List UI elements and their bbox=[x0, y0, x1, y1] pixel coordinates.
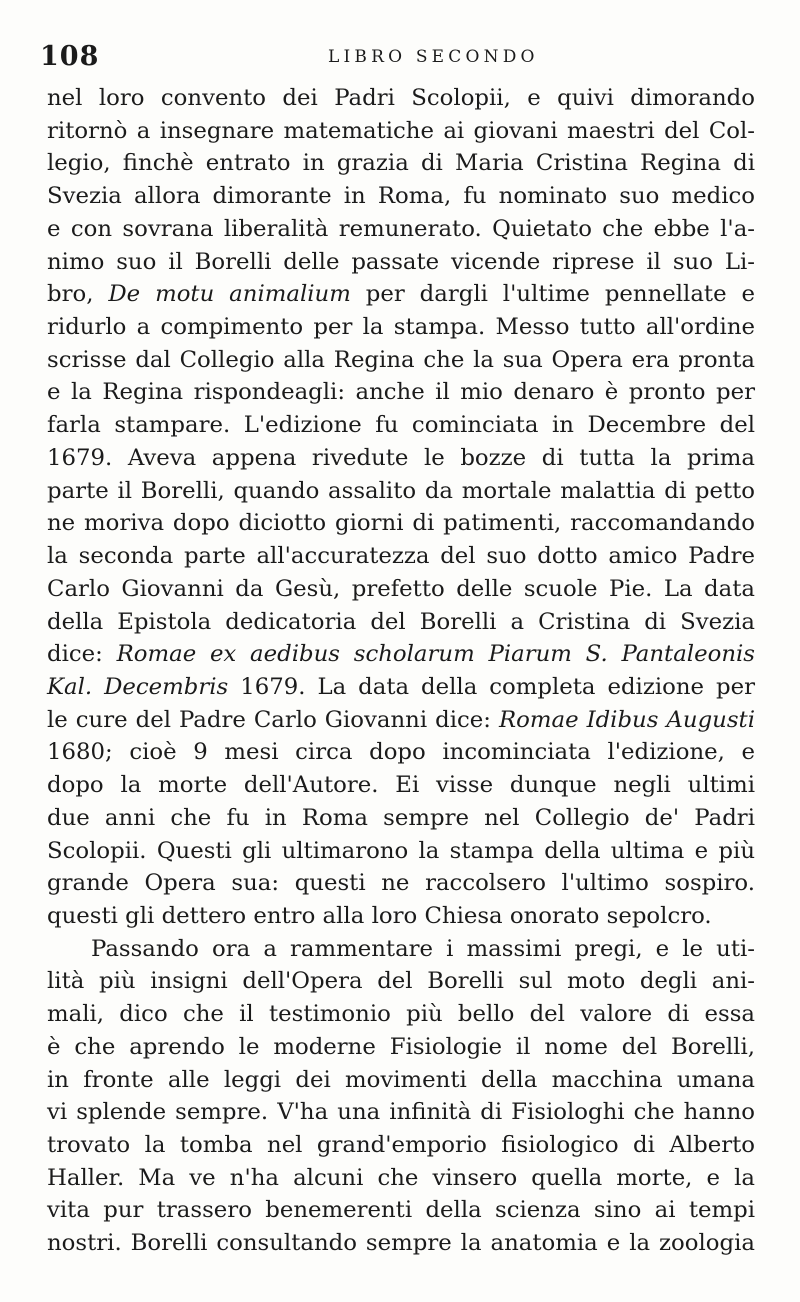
text-segment: lità più insigni dell'Opera del Borelli sul moto degli ani- bbox=[47, 968, 755, 995]
text-line bbox=[47, 507, 755, 540]
text-line bbox=[47, 867, 755, 900]
text-line bbox=[47, 246, 755, 279]
text-line bbox=[47, 573, 755, 606]
italic-text: Kal. Decembris bbox=[47, 673, 229, 700]
text-segment: Haller. Ma ve n'ha alcuni che vinsero quella morte, e la bbox=[47, 1164, 755, 1191]
text-segment: mali, dico che il testimonio più bello del valore di essa bbox=[47, 1001, 755, 1028]
text-segment: scrisse dal Collegio alla Regina che la sua Opera era pronta bbox=[47, 346, 755, 373]
text-segment: della Epistola dedicatoria del Borelli a Cristina di Svezia bbox=[47, 608, 755, 635]
text-line bbox=[47, 1194, 755, 1227]
text-segment: dopo la morte dell'Autore. Ei visse dunque negli ultimi bbox=[47, 772, 755, 799]
italic-text: De motu animalium bbox=[108, 281, 351, 308]
text-segment: e con sovrana liberalità remunerato. Quietato che ebbe l'a- bbox=[47, 215, 755, 242]
text-segment: è che aprendo le moderne Fisiologie il nome del Borelli, bbox=[47, 1033, 755, 1060]
text-line bbox=[47, 704, 755, 737]
text-segment: ritornò a insegnare matematiche ai giovani maestri del Col- bbox=[47, 117, 755, 144]
text-line bbox=[47, 115, 755, 148]
text-segment: ne moriva dopo diciotto giorni di patimenti, raccomandando bbox=[47, 510, 755, 537]
text-line bbox=[47, 147, 755, 180]
text-segment: nimo suo il Borelli delle passate vicende riprese il suo Li- bbox=[47, 248, 755, 275]
text-line bbox=[47, 376, 755, 409]
text-line bbox=[47, 1031, 755, 1064]
text-segment: ridurlo a compimento per la stampa. Messo tutto all'ordine bbox=[47, 314, 755, 341]
text-segment: la seconda parte all'accuratezza del suo dotto amico Padre bbox=[47, 543, 755, 570]
text-line bbox=[47, 998, 755, 1031]
text-line bbox=[47, 1162, 755, 1195]
text-segment: grande Opera sua: questi ne raccolsero l'ultimo sospiro. bbox=[47, 870, 755, 897]
text-segment: in fronte alle leggi dei movimenti della macchina umana bbox=[47, 1066, 755, 1093]
text-segment: dice: bbox=[47, 641, 117, 668]
text-line bbox=[47, 180, 755, 213]
text-segment: Scolopii. Questi gli ultimarono la stampa della ultima e più bbox=[47, 837, 755, 864]
text-segment: legio, finchè entrato in grazia di Maria Cristina Regina di bbox=[47, 150, 755, 177]
text-segment: 1679. Aveva appena rivedute le bozze di tutta la prima bbox=[47, 444, 755, 471]
text-segment: Svezia allora dimorante in Roma, fu nominato suo medico bbox=[47, 183, 755, 210]
text-line bbox=[47, 1129, 755, 1162]
text-line bbox=[47, 736, 755, 769]
text-line bbox=[47, 213, 755, 246]
text-segment: bro, bbox=[47, 281, 109, 308]
text-line bbox=[47, 671, 755, 704]
text-line bbox=[47, 278, 755, 311]
text-line bbox=[47, 1227, 755, 1260]
text-line bbox=[47, 638, 755, 671]
body-text bbox=[47, 82, 755, 1260]
text-line bbox=[47, 802, 755, 835]
text-line bbox=[47, 1064, 755, 1097]
text-line bbox=[47, 311, 755, 344]
text-line bbox=[47, 900, 755, 933]
text-line bbox=[47, 835, 755, 868]
text-segment: Passando ora a rammentare i massimi pregi, e le uti- bbox=[91, 935, 755, 962]
text-segment: 1679. La data della completa edizione per bbox=[228, 673, 755, 700]
text-segment: parte il Borelli, quando assalito da mortale malattia di petto bbox=[47, 477, 755, 504]
text-segment: e la Regina rispondeagli: anche il mio denaro è pronto per bbox=[47, 379, 755, 406]
text-line bbox=[47, 933, 755, 966]
text-line bbox=[47, 409, 755, 442]
text-segment: per dargli l'ultime pennellate e bbox=[350, 281, 755, 308]
text-segment: due anni che fu in Roma sempre nel Collegio de' Padri bbox=[47, 804, 755, 831]
running-head: LIBRO SECONDO bbox=[328, 47, 539, 67]
page-header bbox=[40, 40, 780, 74]
text-segment: le cure del Padre Carlo Giovanni dice: bbox=[47, 706, 499, 733]
text-segment: trovato la tomba nel grand'emporio fisiologico di Alberto bbox=[47, 1132, 755, 1158]
text-segment: nel loro convento dei Padri Scolopii, e quivi dimorando bbox=[47, 85, 755, 111]
text-line bbox=[47, 344, 755, 377]
text-segment: 1680; cioè 9 mesi circa dopo incominciata l'edizione, e bbox=[47, 739, 755, 766]
text-segment: vita pur trassero benemerenti della scienza sino ai tempi bbox=[47, 1197, 755, 1224]
text-segment: nostri. Borelli consultando sempre la anatomia e la zoologia bbox=[47, 1230, 755, 1257]
text-line bbox=[47, 475, 755, 508]
text-segment: farla stampare. L'edizione fu cominciata in Decembre del bbox=[47, 412, 755, 439]
text-line bbox=[47, 769, 755, 802]
text-segment: Carlo Giovanni da Gesù, prefetto delle scuole Pie. La data bbox=[47, 575, 755, 602]
text-line bbox=[47, 965, 755, 998]
text-line bbox=[47, 540, 755, 573]
italic-text: Romae Idibus Augusti bbox=[498, 706, 755, 733]
text-line bbox=[47, 82, 755, 115]
text-segment: questi gli dettero entro alla loro Chiesa onorato sepolcro. bbox=[47, 902, 712, 929]
text-segment: vi splende sempre. V'ha una infinità di Fisiologhi che hanno bbox=[47, 1099, 755, 1126]
text-line bbox=[47, 442, 755, 475]
page-number: 108 bbox=[40, 41, 100, 72]
text-line bbox=[47, 1096, 755, 1129]
italic-text: Romae ex aedibus scholarum Piarum S. Pantaleonis bbox=[116, 641, 755, 668]
text-line bbox=[47, 606, 755, 639]
